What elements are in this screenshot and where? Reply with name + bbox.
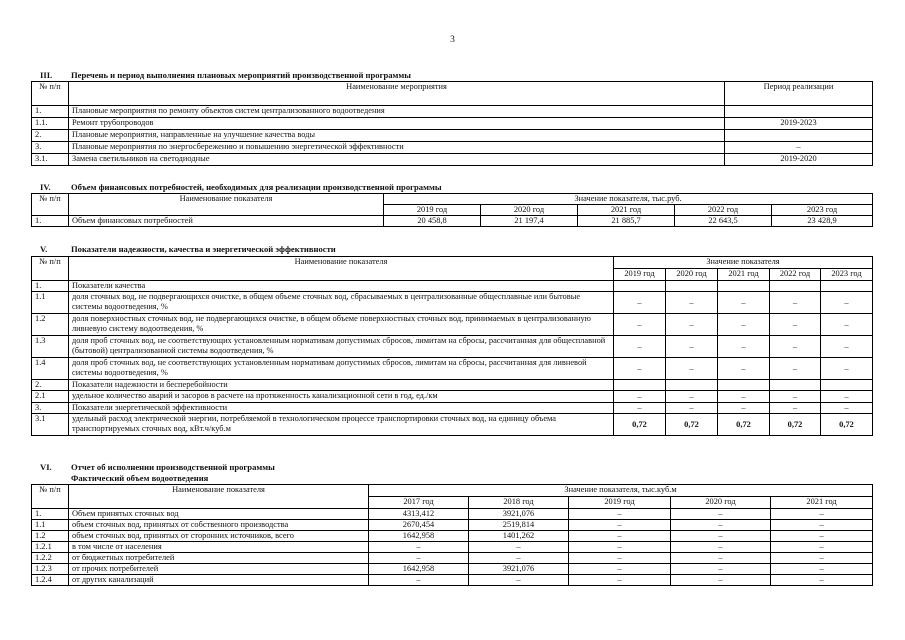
row-value: –: [718, 292, 770, 314]
row-name: Ремонт трубопроводов: [69, 118, 725, 130]
row-value: –: [771, 564, 873, 575]
table-row: [32, 106, 873, 118]
row-value: –: [369, 575, 469, 586]
row-name: от других канализаций: [69, 575, 369, 586]
row-name: от бюджетных потребителей: [69, 553, 369, 564]
row-number: 1.: [32, 509, 69, 520]
row-number: 1.: [32, 216, 69, 227]
section-6-title: Отчет об исполнении производственной программы: [71, 462, 275, 472]
row-value: –: [718, 314, 770, 336]
year-header: 2021 год: [718, 269, 770, 281]
year-header: 2019 год: [569, 497, 671, 509]
row-value: –: [821, 358, 873, 380]
section-6-heading: [40, 463, 275, 473]
row-name: доля сточных вод, не подвергающихся очистке, в общем объеме сточных вод, сбрасываемых в централизованные общесплавные или бытовые системы водоотведения, %: [69, 292, 614, 314]
row-value: –: [770, 292, 821, 314]
table-row: [32, 380, 873, 391]
row-value: [770, 380, 821, 391]
row-name: Объем принятых сточных вод: [69, 509, 369, 520]
year-header: 2020 год: [671, 497, 771, 509]
year-header: 2023 год: [772, 205, 873, 216]
row-value: –: [671, 553, 771, 564]
year-header: 2021 год: [771, 497, 873, 509]
row-number: 1.2.3: [32, 564, 69, 575]
row-value: [821, 281, 873, 292]
row-name: Показатели качества: [69, 281, 614, 292]
row-value: –: [614, 391, 666, 403]
row-value: 4313,412: [369, 509, 469, 520]
section-4-title: Объем финансовых потребностей, необходимых для реализации производственной программы: [71, 182, 442, 192]
row-name: объем сточных вод, принятых от собственного производства: [69, 520, 369, 531]
table-row: [32, 118, 873, 130]
row-value: –: [569, 531, 671, 542]
year-header: 2021 год: [578, 205, 675, 216]
header-value: Значение показателя, тыс.куб.м: [369, 485, 873, 497]
row-number: 1.1: [32, 292, 69, 314]
table-row: [32, 154, 873, 166]
row-value: [666, 281, 718, 292]
row-value: [821, 380, 873, 391]
row-number: 2.1: [32, 391, 69, 403]
row-value: –: [770, 391, 821, 403]
table-row: [32, 542, 873, 553]
row-value: –: [821, 336, 873, 358]
row-value: –: [821, 403, 873, 414]
row-value: –: [469, 542, 569, 553]
row-value: [614, 281, 666, 292]
row-value: 21 885,7: [578, 216, 675, 227]
header-period: Период реализации: [725, 82, 873, 106]
row-value: –: [771, 531, 873, 542]
row-name: Объем финансовых потребностей: [69, 216, 384, 227]
row-value: –: [718, 336, 770, 358]
row-value: –: [666, 336, 718, 358]
table-row: [32, 391, 873, 403]
header-name: Наименование показателя: [69, 485, 369, 509]
year-header: 2022 год: [675, 205, 772, 216]
section-3-table: [31, 81, 873, 166]
section-6-number: VI.: [40, 462, 52, 472]
row-value: –: [671, 509, 771, 520]
year-header: 2019 год: [384, 205, 481, 216]
section-4-heading: [40, 183, 442, 193]
row-value: 21 197,4: [481, 216, 578, 227]
section-5-title: Показатели надежности, качества и энергетической эффективности: [71, 244, 336, 254]
row-name: Плановые мероприятия по ремонту объектов систем централизованного водоотведения: [69, 106, 725, 118]
row-value: –: [569, 542, 671, 553]
row-value: –: [569, 520, 671, 531]
row-value: –: [821, 292, 873, 314]
row-value: –: [666, 391, 718, 403]
table-row: [32, 531, 873, 542]
table-row: [32, 292, 873, 314]
table-row: [32, 403, 873, 414]
row-number: 3.1.: [32, 154, 69, 166]
row-value: –: [469, 553, 569, 564]
row-value: –: [671, 575, 771, 586]
row-value: –: [614, 314, 666, 336]
header-name: Наименование показателя: [69, 194, 384, 216]
header-num: № п/п: [32, 485, 69, 509]
section-3-heading: [40, 71, 411, 81]
row-number: 1.2: [32, 531, 69, 542]
table-row: [32, 553, 873, 564]
header-num: № п/п: [32, 194, 69, 216]
row-number: 1.1: [32, 520, 69, 531]
table-row: [32, 336, 873, 358]
section-6-table: [31, 484, 873, 586]
row-number: 2.: [32, 380, 69, 391]
row-value: –: [771, 542, 873, 553]
row-number: 1.2: [32, 314, 69, 336]
row-value: 20 458,8: [384, 216, 481, 227]
header-num: № п/п: [32, 82, 69, 106]
row-value: –: [666, 314, 718, 336]
row-value: 22 643,5: [675, 216, 772, 227]
row-name: удельный расход электрической энергии, потребляемой в технологическом процессе транспортировки сточных вод, на единицу объема транспортируемых сточных вод, кВт.ч/куб.м: [69, 414, 614, 436]
row-number: 3.: [32, 403, 69, 414]
year-header: 2020 год: [481, 205, 578, 216]
row-value: –: [369, 553, 469, 564]
table-row: [32, 575, 873, 586]
row-value: –: [821, 391, 873, 403]
table-row: [32, 520, 873, 531]
row-name: Плановые мероприятия по энергосбережению и повышению энергетической эффективности: [69, 142, 725, 154]
row-name: доля проб сточных вод, не соответствующих установленным нормативам допустимых сбросов, лимитам на сбросы, рассчитанная для ливневой системы водоотведения, %: [69, 358, 614, 380]
year-header: 2022 год: [770, 269, 821, 281]
table-row: [32, 216, 873, 227]
row-number: 1.2.2: [32, 553, 69, 564]
row-number: 1.4: [32, 358, 69, 380]
row-value: –: [614, 358, 666, 380]
table-row: [32, 130, 873, 142]
row-value: –: [771, 520, 873, 531]
row-value: 1401,262: [469, 531, 569, 542]
table-row: [32, 142, 873, 154]
row-number: 1.2.4: [32, 575, 69, 586]
year-header: 2020 год: [666, 269, 718, 281]
row-value: –: [770, 403, 821, 414]
row-value: [770, 281, 821, 292]
table-row: [32, 564, 873, 575]
row-period: 2019-2023: [725, 118, 873, 130]
row-number: 3.: [32, 142, 69, 154]
row-period: [725, 130, 873, 142]
row-value: 3921,076: [469, 564, 569, 575]
row-value: 2670,454: [369, 520, 469, 531]
row-value: –: [671, 531, 771, 542]
row-value: –: [614, 292, 666, 314]
row-value: 0,72: [666, 414, 718, 436]
table-row: [32, 314, 873, 336]
row-value: –: [671, 564, 771, 575]
row-number: 1.2.1: [32, 542, 69, 553]
row-value: –: [666, 403, 718, 414]
row-number: 1.: [32, 106, 69, 118]
row-value: –: [369, 542, 469, 553]
row-name: объем сточных вод, принятых от сторонних источников, всего: [69, 531, 369, 542]
row-value: –: [671, 520, 771, 531]
header-num: № п/п: [32, 257, 69, 281]
section-4-number: IV.: [40, 182, 51, 192]
row-number: 3.1: [32, 414, 69, 436]
table-row: [32, 358, 873, 380]
table-row: [32, 509, 873, 520]
row-value: –: [718, 358, 770, 380]
row-value: –: [569, 564, 671, 575]
row-number: 1.3: [32, 336, 69, 358]
section-5-heading: [40, 245, 336, 255]
row-period: –: [725, 142, 873, 154]
row-value: –: [569, 553, 671, 564]
row-value: –: [718, 391, 770, 403]
row-name: Показатели энергетической эффективности: [69, 403, 614, 414]
row-value: 2519,814: [469, 520, 569, 531]
row-value: [718, 281, 770, 292]
row-name: доля поверхностных сточных вод, не подвергающихся очистке, в общем объеме поверхностных сточных вод, принимаемых в централизованную ливневую систему водоотведения, %: [69, 314, 614, 336]
row-value: [718, 380, 770, 391]
row-value: 3921,076: [469, 509, 569, 520]
row-number: 1.1.: [32, 118, 69, 130]
row-name: Плановые мероприятия, направленные на улучшение качества воды: [69, 130, 725, 142]
row-number: 2.: [32, 130, 69, 142]
header-name: Наименование показателя: [69, 257, 614, 281]
row-value: –: [614, 336, 666, 358]
section-3-title: Перечень и период выполнения плановых мероприятий производственной программы: [71, 70, 411, 80]
row-name: в том числе от населения: [69, 542, 369, 553]
section-5-number: V.: [40, 244, 48, 254]
header-name: Наименование мероприятия: [69, 82, 725, 106]
section-5-table: [31, 256, 873, 436]
table-row: [32, 281, 873, 292]
row-value: 1642,958: [369, 564, 469, 575]
row-value: –: [614, 403, 666, 414]
row-value: –: [666, 358, 718, 380]
row-value: –: [771, 509, 873, 520]
section-4-table: [31, 193, 873, 227]
row-value: –: [771, 553, 873, 564]
year-header: 2018 год: [469, 497, 569, 509]
year-header: 2023 год: [821, 269, 873, 281]
row-value: 0,72: [614, 414, 666, 436]
row-value: –: [569, 509, 671, 520]
row-period: 2019-2020: [725, 154, 873, 166]
row-value: –: [771, 575, 873, 586]
row-value: [666, 380, 718, 391]
page-number: 3: [450, 35, 455, 45]
row-value: –: [821, 314, 873, 336]
row-value: –: [666, 292, 718, 314]
section-3-number: III.: [40, 70, 53, 80]
section-6-subtitle: Фактический объем водоотведения: [71, 473, 209, 483]
row-value: 23 428,9: [772, 216, 873, 227]
row-name: Показатели надежности и бесперебойности: [69, 380, 614, 391]
table-row: [32, 414, 873, 436]
year-header: 2019 год: [614, 269, 666, 281]
row-value: –: [569, 575, 671, 586]
row-value: –: [770, 358, 821, 380]
row-period: [725, 106, 873, 118]
row-value: –: [469, 575, 569, 586]
row-name: от прочих потребителей: [69, 564, 369, 575]
row-value: –: [770, 336, 821, 358]
row-value: 0,72: [718, 414, 770, 436]
row-value: –: [770, 314, 821, 336]
row-name: доля проб сточных вод, не соответствующих установленным нормативам допустимых сбросов, лимитам на сбросы, рассчитанная для общесплавной (бытовой) централизованной системы водоотведения, %: [69, 336, 614, 358]
row-name: Замена светильников на светодиодные: [69, 154, 725, 166]
row-value: –: [718, 403, 770, 414]
row-value: 1642,958: [369, 531, 469, 542]
header-value: Значение показателя, тыс.руб.: [384, 194, 873, 205]
row-number: 1.: [32, 281, 69, 292]
row-name: удельное количество аварий и засоров в расчете на протяженность канализационной сети в год, ед./км: [69, 391, 614, 403]
year-header: 2017 год: [369, 497, 469, 509]
row-value: [614, 380, 666, 391]
header-value: Значение показателя: [614, 257, 873, 269]
row-value: 0,72: [770, 414, 821, 436]
row-value: –: [671, 542, 771, 553]
row-value: 0,72: [821, 414, 873, 436]
